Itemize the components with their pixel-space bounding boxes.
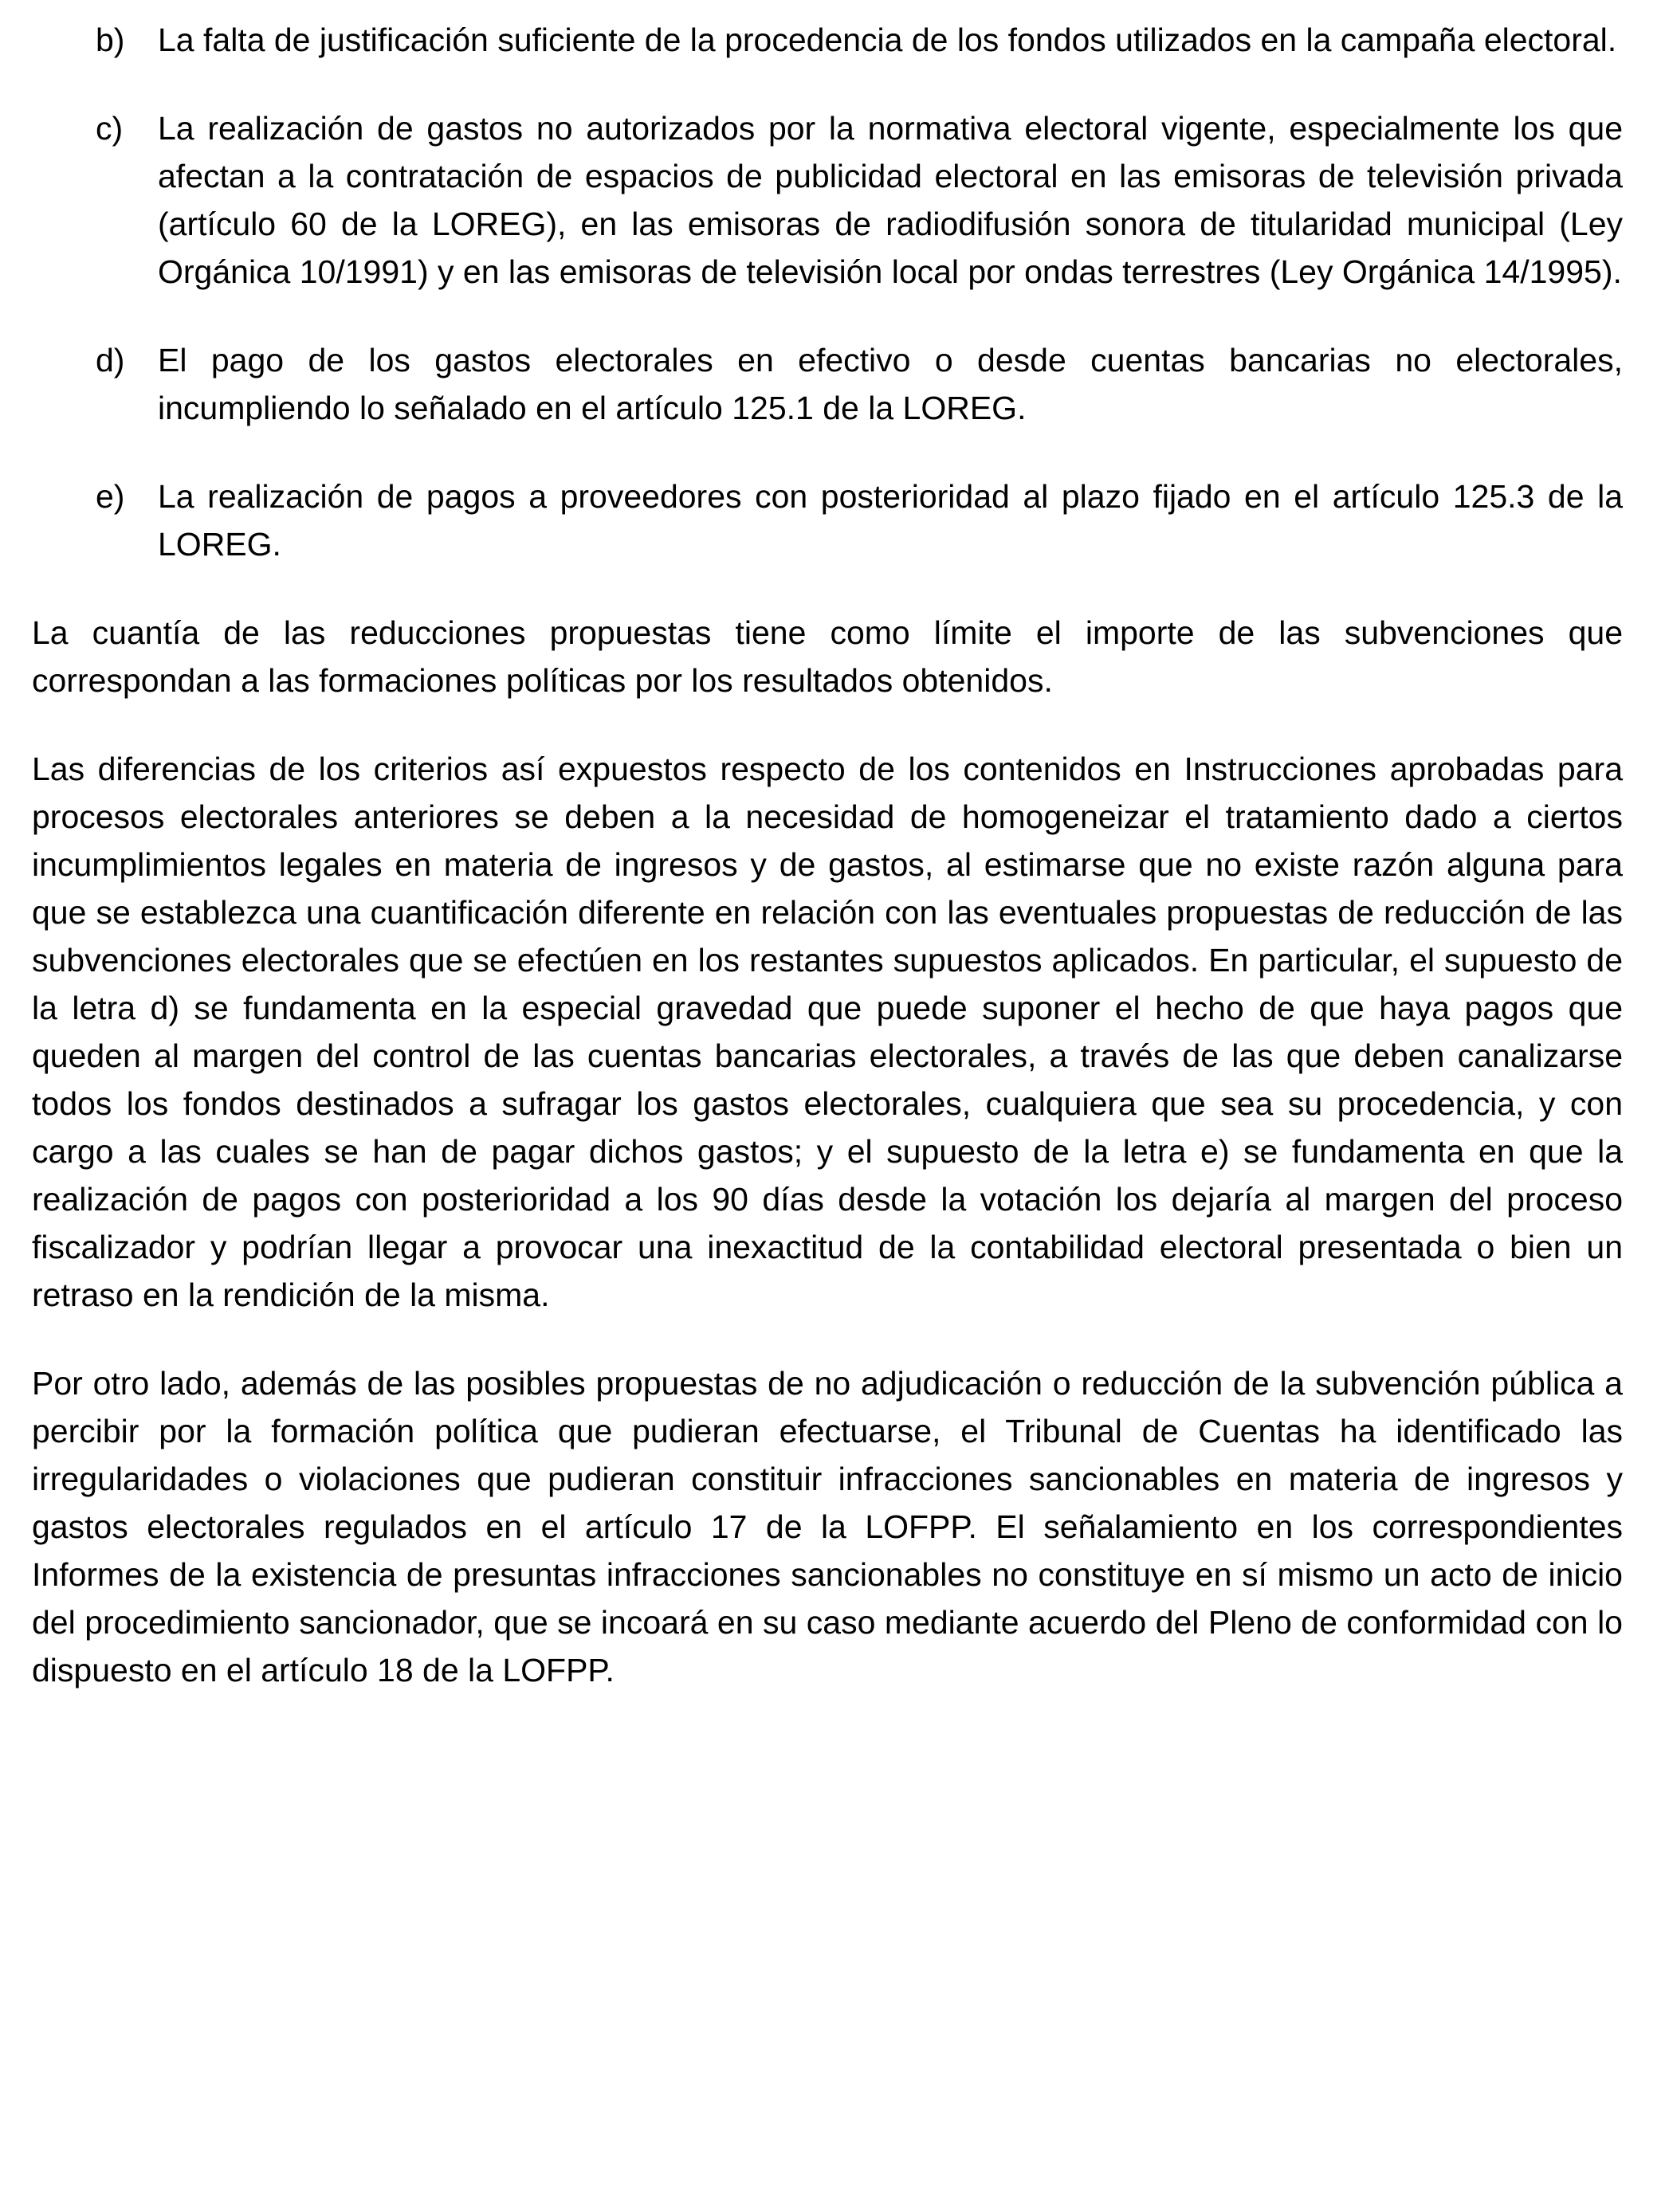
- list-item-e: [32, 473, 1623, 568]
- list-marker: b): [96, 22, 125, 58]
- list-item-text: La realización de pagos a proveedores con posterioridad al plazo fijado en el artículo 125.3 de la LOREG.: [158, 478, 1623, 563]
- list-item-text: La realización de gastos no autorizados por la normativa electoral vigente, especialmente los que afectan a la contratación de espacios de publicidad electoral en las emisoras de televisión privada (artículo 60 de la LOREG), en las emisoras de radiodifusión sonora de titularidad municipal (Ley Orgánica 10/1991) y en las emisoras de televisión local por ondas terrestres (Ley Orgánica 14/1995).: [158, 110, 1623, 290]
- list-item-text: El pago de los gastos electorales en efectivo o desde cuentas bancarias no electorales, incumpliendo lo señalado en el artículo 125.1 de la LOREG.: [158, 342, 1623, 426]
- list-marker: d): [96, 342, 125, 378]
- paragraph-criteria-differences: Las diferencias de los criterios así expuestos respecto de los contenidos en Instrucciones aprobadas para procesos electorales anteriores se deben a la necesidad de homogeneizar el tratamiento dado a ciertos incumplimientos legales en materia de ingresos y de gastos, al estimarse que no existe razón alguna para que se establezca una cuantificación diferente en relación con las eventuales propuestas de reducción de las subvenciones electorales que se efectúen en los restantes supuestos aplicados. En particular, el supuesto de la letra d) se fundamenta en la especial gravedad que puede suponer el hecho de que haya pagos que queden al margen del control de las cuentas bancarias electorales, a través de las que deben canalizarse todos los fondos destinados a sufragar los gastos electorales, cualquiera que sea su procedencia, y con cargo a las cuales se han de pagar dichos gastos; y el supuesto de la letra e) se fundamenta en que la realización de pagos con posterioridad a los 90 días desde la votación los dejaría al margen del proceso fiscalizador y podrían llegar a provocar una inexactitud de la contabilidad electoral presentada o bien un retraso en la rendición de la misma.: [32, 751, 1623, 1313]
- paragraph-sanctionable-infractions: Por otro lado, además de las posibles propuestas de no adjudicación o reducción de la subvención pública a percibir por la formación política que pudieran efectuarse, el Tribunal de Cuentas ha identificado las irregularidades o violaciones que pudieran constituir infracciones sancionables en materia de ingresos y gastos electorales regulados en el artículo 17 de la LOFPP. El señalamiento en los correspondientes Informes de la existencia de presuntas infracciones sancionables no constituye en sí mismo un acto de inicio del procedimiento sancionador, que se incoará en su caso mediante acuerdo del Pleno de conformidad con lo dispuesto en el artículo 18 de la LOFPP.: [32, 1365, 1623, 1688]
- document-page: [32, 16, 1623, 1735]
- paragraph-reduction-limit: La cuantía de las reducciones propuestas tiene como límite el importe de las subvenciones que correspondan a las formaciones políticas por los resultados obtenidos.: [32, 614, 1623, 699]
- list-marker: c): [96, 110, 124, 147]
- list-item-d: [32, 336, 1623, 432]
- list-item-c: [32, 104, 1623, 296]
- list-item-b: [32, 16, 1623, 64]
- list-item-text: La falta de justificación suficiente de la procedencia de los fondos utilizados en la campaña electoral.: [158, 22, 1617, 58]
- list-marker: e): [96, 478, 125, 515]
